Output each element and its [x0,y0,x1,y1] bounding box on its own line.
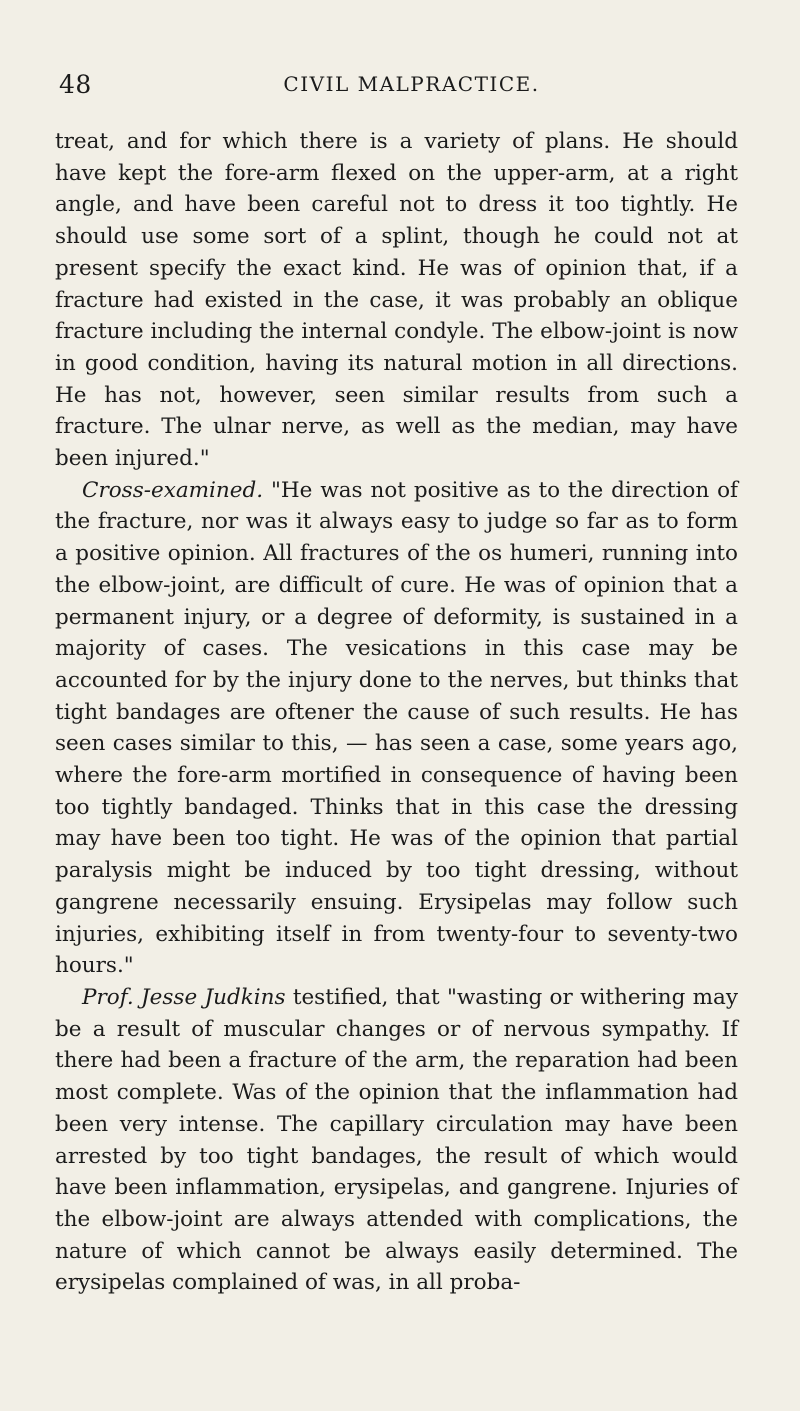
page-header [55,70,738,116]
speaker-label: Prof. Jesse Judkins [82,984,286,1010]
paragraph-text: treat, and for which there is a variety of plans. He should have kept the fore-arm flexed on the upper-arm, at a right angle, and have been careful not to dress it too tightly. He should use some sort of a splint, though he could not at present specify the exact kind. He was of opinion that, if a fracture had existed in the case, it was probably an oblique fracture including the internal condyle. The elbow-joint is now in good condition, having its natural motion in all directions. He has not, however, seen similar results from such a fracture. The ulnar nerve, as well as the median, may have been injured." [55,129,738,472]
paragraph-cross-examined [55,475,738,982]
paragraph-continuation [55,126,738,475]
page-number: 48 [59,70,92,99]
speaker-label: Cross-examined. [82,477,264,503]
paragraph-prof-judkins [55,982,738,1299]
book-page [0,70,800,1411]
paragraph-text: "He was not positive as to the direction of the fracture, nor was it always easy to judge so far as to form a positive opinion. All fractures of the os humeri, running into the elbow-joint, are difficult of cure. He was of opinion that a permanent injury, or a degree of deformity, is sustained in a majority of cases. The vesications in this case may be accounted for by the injury done to the nerves, but thinks that tight bandages are oftener the cause of such results. He has seen cases similar to this, — has seen a case, some years ago, where the fore-arm mortified in consequence of having been too tightly bandaged. Thinks that in this case the dressing may have been too tight. He was of the opinion that partial paralysis might be induced by too tight dressing, without gangrene necessarily ensuing. Erysipelas may follow such injuries, exhibiting itself in from twenty-four to seventy-two hours." [55,477,738,979]
paragraph-text: testified, that "wasting or withering may be a result of muscular changes or of nervous sympathy. If there had been a fracture of the arm, the reparation had been most complete. Was of the opinion that the inflammation had been very intense. The capillary circulation may have been arrested by too tight bandages, the result of which would have been inflammation, erysipelas, and gangrene. Injuries of the elbow-joint are always attended with complications, the nature of which cannot be always easily determined. The erysipelas complained of was, in all proba- [55,984,739,1296]
body-text [55,126,738,1299]
running-head: CIVIL MALPRACTICE. [283,72,540,96]
